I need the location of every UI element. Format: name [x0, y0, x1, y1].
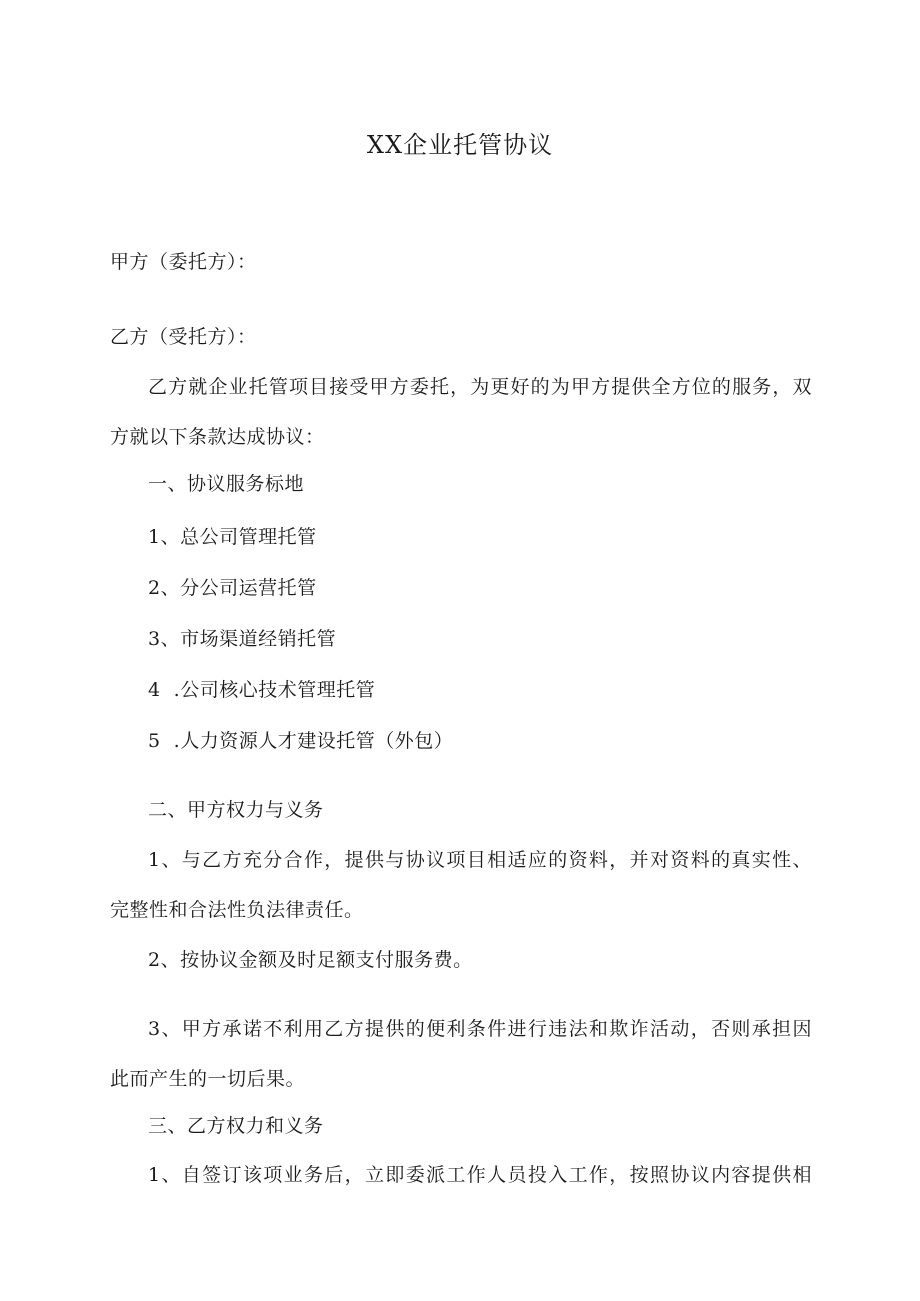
section-1-item: 4 .公司核心技术管理托管	[148, 679, 376, 701]
section-1-item: 1、总公司管理托管	[148, 526, 317, 548]
section-2-item-1-line-2: 完整性和合法性负法律责任。	[110, 899, 364, 921]
section-1-item: 3、市场渠道经销托管	[148, 628, 337, 650]
party-b-label: 乙方（受托方）：	[110, 326, 257, 348]
section-1-heading: 一、协议服务标地	[148, 473, 305, 495]
section-2-item-3-line-2: 此而产生的一切后果。	[110, 1068, 306, 1090]
section-2-item-1-line-1: 1、与乙方充分合作，提供与协议项目相适应的资料，并对资料的真实性、	[148, 849, 812, 871]
section-2-item-2: 2、按协议金额及时足额支付服务费。	[148, 949, 473, 971]
intro-paragraph-line-1: 乙方就企业托管项目接受甲方委托，为更好的为甲方提供全方位的服务，双	[148, 376, 812, 398]
section-3-heading: 三、乙方权力和义务	[148, 1115, 324, 1137]
section-1-item: 2、分公司运营托管	[148, 577, 317, 599]
section-2-item-3-line-1: 3、甲方承诺不利用乙方提供的便利条件进行违法和欺诈活动，否则承担因	[148, 1018, 812, 1040]
party-a-label: 甲方（委托方）：	[110, 251, 257, 273]
section-1-item: 5 .人力资源人才建设托管（外包）	[148, 730, 454, 752]
document-title: XX企业托管协议	[366, 131, 554, 159]
section-3-item-1-line-1: 1、自签订该项业务后，立即委派工作人员投入工作，按照协议内容提供相	[148, 1164, 812, 1186]
section-2-heading: 二、甲方权力与义务	[148, 799, 324, 821]
intro-paragraph-line-2: 方就以下条款达成协议：	[110, 426, 325, 448]
